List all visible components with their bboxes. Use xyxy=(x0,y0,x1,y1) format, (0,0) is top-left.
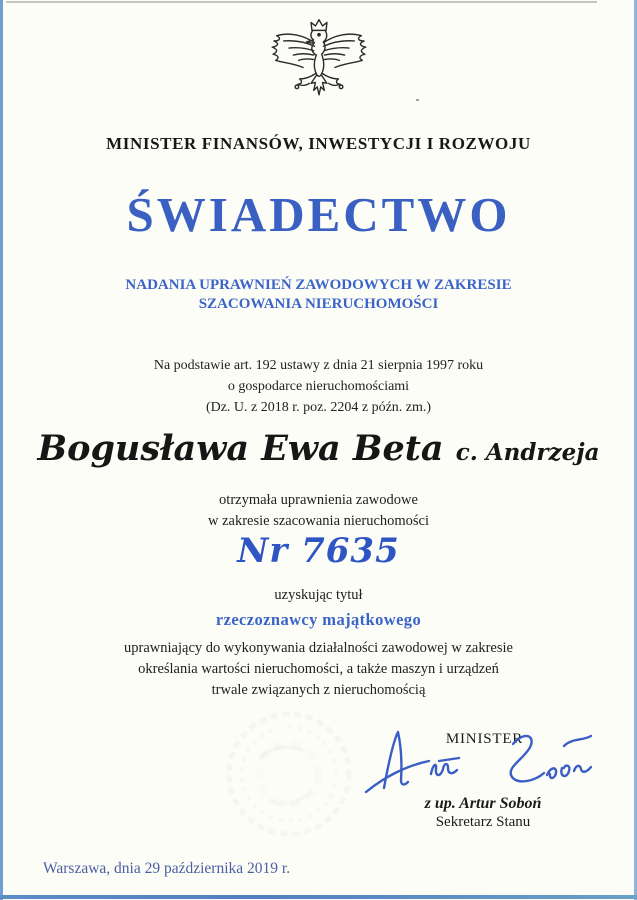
grant-line-2: w zakresie szacowania nieruchomości xyxy=(207,513,430,529)
scope-line-3: trwale związanych z nieruchomością xyxy=(211,682,426,698)
scan-bottom-edge xyxy=(0,895,637,899)
embossed-seal-icon xyxy=(220,708,358,846)
signer-name: z up. Artur Soboń xyxy=(424,795,542,812)
legal-basis xyxy=(0,355,637,418)
recipient-name: Bogusława Ewa Beta xyxy=(37,428,444,469)
title-intro: uzyskując tytuł xyxy=(274,587,363,603)
legal-basis-line-2: o gospodarce nieruchomościami xyxy=(227,379,410,394)
polish-eagle-icon xyxy=(266,18,372,124)
grant-line-1: otrzymała uprawnienia zawodowe xyxy=(219,492,418,508)
scope-line-2: określania wartości nieruchomości, a także maszyn i urządzeń xyxy=(138,661,499,677)
license-number: Nr 7635 xyxy=(237,531,400,571)
ministry-title: MINISTER FINANSÓW, INWESTYCJI I ROZWOJU xyxy=(106,134,531,153)
scan-top-edge xyxy=(6,1,597,3)
signer-title: Sekretarz Stanu xyxy=(435,814,531,830)
scope-paragraph xyxy=(0,638,637,701)
minister-role-label: MINISTER xyxy=(445,731,524,747)
recipient-patronymic: c. Andrzeja xyxy=(455,439,600,466)
subtitle-line-1: NADANIA UPRAWNIEŃ ZAWODOWYCH W ZAKRESIE xyxy=(125,277,512,293)
grant-statement xyxy=(0,490,637,532)
certificate-title: ŚWIADECTWO xyxy=(126,187,511,242)
subtitle-line-2: SZACOWANIA NIERUCHOMOŚCI xyxy=(198,296,439,312)
scan-speck xyxy=(416,99,419,101)
scope-line-1: uprawniający do wykonywania działalności zawodowej w zakresie xyxy=(124,640,513,656)
legal-basis-line-3: (Dz. U. z 2018 r. poz. 2204 z późn. zm.) xyxy=(205,400,432,415)
place-date: Warszawa, dnia 29 października 2019 r. xyxy=(43,860,291,877)
legal-basis-line-1: Na podstawie art. 192 ustawy z dnia 21 sierpnia 1997 roku xyxy=(153,358,484,373)
handwritten-signature-icon xyxy=(363,724,598,804)
professional-title: rzeczoznawcy majątkowego xyxy=(215,610,422,629)
recipient-name-line xyxy=(0,428,637,469)
certificate-subtitle xyxy=(0,276,637,314)
